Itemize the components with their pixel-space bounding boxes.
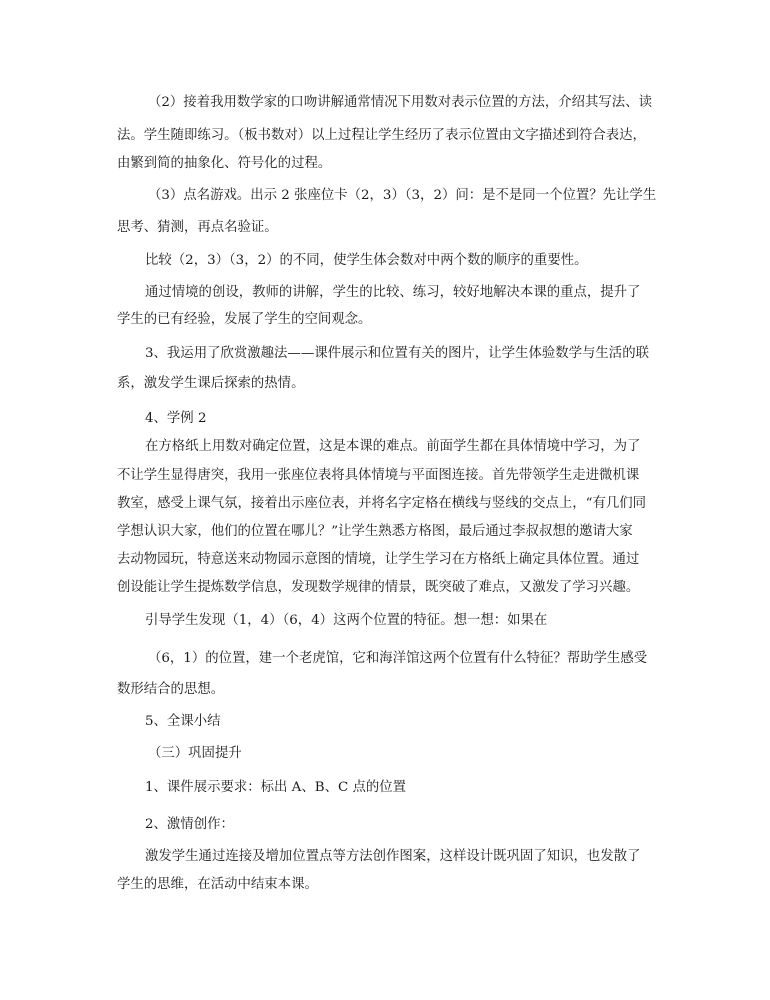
text-line-21: 5、全课小结 [145,714,221,729]
text-line-9: 3、我运用了欣赏激趣法——课件展示和位置有关的图片，让学生体验数学与生活的联 [145,346,649,361]
text-line-20: 数形结合的思想。 [117,682,225,697]
text-line-26: 学生的思维，在活动中结束本课。 [117,877,318,892]
text-line-14: 教室，感受上课气氛，接着出示座位表，并将名字定格在横线与竖线的交点上，“有几们同 [117,496,647,511]
text-line-18: 引导学生发现（1，4）（6，4）这两个位置的特征。想一想：如果在 [145,613,548,628]
text-line-19: （6，1）的位置，建一个老虎馆，它和海洋馆这两个位置有什么特征？帮助学生感受 [148,651,648,666]
text-line-8: 学生的已有经验，发展了学生的空间观念。 [117,312,372,327]
text-line-7: 通过情境的创设，教师的讲解，学生的比较、练习，较好地解决本课的重点，提升了 [145,285,641,300]
text-line-2: 法。学生随即练习。（板书数对）以上过程让学生经历了表示位置由文字描述到符合表达， [117,128,646,143]
text-line-10: 系，激发学生课后探索的热情。 [117,376,305,391]
text-line-25: 激发学生通过连接及增加位置点等方法创作图案，这样设计既巩固了知识，也发散了 [145,849,641,864]
text-line-22: （三）巩固提升 [148,746,242,761]
text-line-15: 学想认识大家，他们的位置在哪儿？”让学生熟悉方格图，最后通过李叔叔想的邀请大家 [117,524,633,539]
text-line-5: 思考、猜测，再点名验证。 [117,220,278,235]
text-line-1: （2）接着我用数学家的口吻讲解通常情况下用数对表示位置的方法，介绍其写法、读 [148,95,652,110]
text-line-4: （3）点名游戏。出示 2 张座位卡（2，3）（3，2）问：是不是同一个位置？先让学生 [148,188,657,203]
text-line-12: 在方格纸上用数对确定位置，这是本课的难点。前面学生都在具体情境中学习，为了 [145,439,641,454]
text-line-6: 比较（2，3）（3，2）的不同，使学生体会数对中两个数的顺序的重要性。 [145,253,588,268]
text-line-23: 1、课件展示要求：标出 A、B、C 点的位置 [145,780,407,795]
text-line-24: 2、激情创作： [145,817,234,832]
text-line-11: 4、学例 2 [145,411,207,426]
text-line-16: 去动物园玩，特意送来动物园示意图的情境，让学生学习在方格纸上确定具体位置。通过 [117,552,640,567]
text-line-3: 由繁到简的抽象化、符号化的过程。 [117,156,332,171]
text-line-13: 不让学生显得唐突，我用一张座位表将具体情境与平面图连接。首先带领学生走进微机课 [117,468,640,483]
text-line-17: 创设能让学生提炼数学信息，发现数学规律的情景，既突破了难点，又激发了学习兴趣。 [117,580,640,595]
